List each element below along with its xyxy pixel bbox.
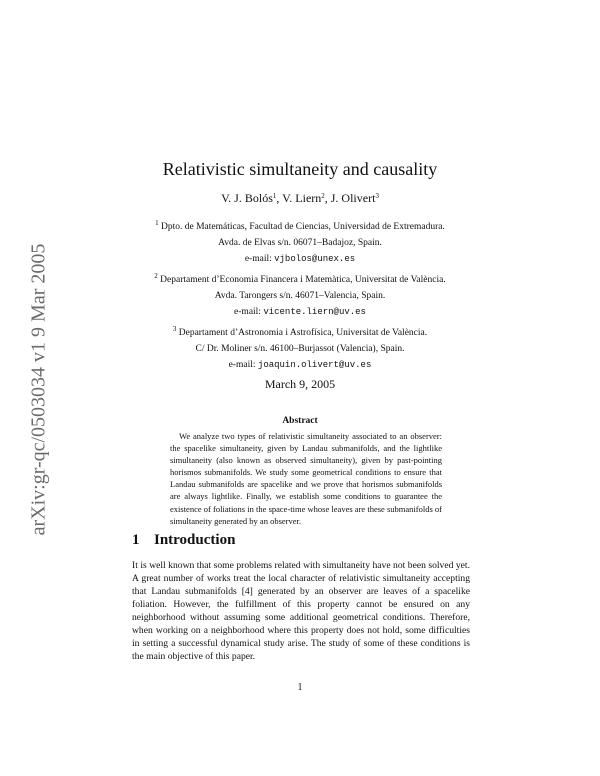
email-address: joaquin.olivert@uv.es xyxy=(257,360,372,370)
email-label: e-mail: xyxy=(234,307,261,317)
section-title: Introduction xyxy=(154,532,236,548)
email-address: vjbolos@unex.es xyxy=(274,254,356,264)
section-number: 1 xyxy=(132,532,140,548)
affiliation-block xyxy=(0,272,600,320)
author-list xyxy=(0,191,600,206)
section-body-paragraph: It is well known that some problems related with simultaneity have not been solved yet. A great number of works treat the local character of relativistic simultaneity accepting that Landau submanifolds [4] generated by an observer are leaves of a spacelike foliation. However, the fulfillment of this property cannot be ensured on any neighborhood without assuming some additional geometrical conditions. Therefore, when working on a neighborhood where this property does not hold, some difficulties in setting a successful dynamical study arise. The study of some of these conditions is the main objective of this paper. xyxy=(132,560,470,662)
affiliation-institution-line xyxy=(0,272,600,288)
email-label: e-mail: xyxy=(228,360,256,370)
author-name: J. Olivert xyxy=(330,191,376,205)
email-label: e-mail: xyxy=(244,254,272,264)
affiliation-address: Avda. de Elvas s/n. 06071–Badajoz, Spain. xyxy=(218,238,382,248)
affiliation-address: C/ Dr. Moliner s/n. 46100–Burjassot (Valencia), Spain. xyxy=(195,344,405,354)
affiliation-mark: 3 xyxy=(172,325,177,333)
arxiv-identifier-text: arXiv:gr-qc/0503034 v1 9 Mar 2005 xyxy=(27,243,50,535)
author-affiliation-mark: 2 xyxy=(321,192,325,200)
author-name: V. J. Bolós xyxy=(221,191,273,205)
affiliation-institution: Departament d’Economia Financera i Matemàtica, Universitat de València. xyxy=(160,275,446,285)
abstract-text: We analyze two types of relativistic simultaneity associated to an observer: the spacelike simultaneity, given by Landau submanifolds, and the lightlike simultaneity (also known as observed simultaneity), given by past-pointing horismos submanifolds. We study some geometrical conditions to ensure that Landau submanifolds are spacelike and we prove that horismos submanifolds are always lightlike. Finally, we establish some conditions to guarantee the existence of foliations in the space-time whose leaves are these submanifolds of simultaneity generated by an observer. xyxy=(170,431,442,526)
affiliation-mark: 2 xyxy=(154,272,158,280)
abstract-heading: Abstract xyxy=(282,416,318,426)
affiliation-email-line xyxy=(0,357,600,373)
author-affiliation-mark: 1 xyxy=(272,192,277,200)
affiliation-mark: 1 xyxy=(155,219,159,227)
email-address: vicente.liern@uv.es xyxy=(263,307,366,317)
affiliation-email-line xyxy=(0,251,600,267)
affiliation-institution: Dpto. de Matemáticas, Facultad de Ciencias, Universidad de Extremadura. xyxy=(161,222,445,232)
page-number: 1 xyxy=(297,682,303,693)
affiliation-block xyxy=(0,325,600,373)
author-affiliation-mark: 3 xyxy=(375,192,379,200)
affiliation-institution-line xyxy=(0,325,600,341)
affiliation-institution-line xyxy=(0,219,600,235)
paper-title: Relativistic simultaneity and causality xyxy=(162,159,438,179)
affiliation-institution: Departament d’Astronomia i Astrofísica, Universitat de València. xyxy=(178,328,428,338)
affiliation-email-line xyxy=(0,304,600,320)
author-name: V. Liern xyxy=(282,191,322,205)
author-separator: , xyxy=(324,191,331,205)
section-heading xyxy=(132,532,235,549)
affiliation-block xyxy=(0,219,600,267)
author-separator: , xyxy=(276,191,283,205)
paper-date: March 9, 2005 xyxy=(264,377,336,391)
affiliation-address: Avda. Tarongers s/n. 46071–Valencia, Spain. xyxy=(214,291,386,301)
